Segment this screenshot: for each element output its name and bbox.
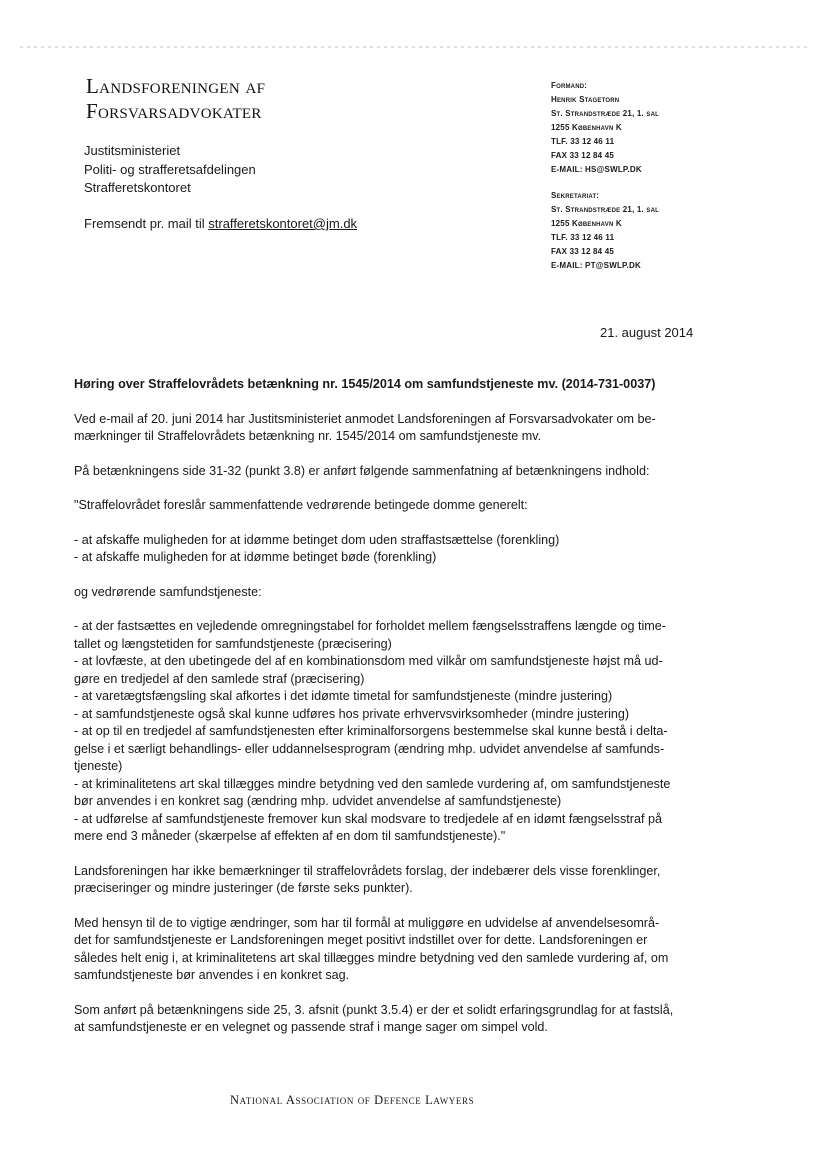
- formand-line: St. Strandstræde 21, 1. sal: [551, 109, 659, 118]
- list-item: - at afskaffe muligheden for at idømme betinget dom uden straffastsættelse (forenkling): [74, 532, 560, 547]
- list-item: bør anvendes i en konkret sag (ændring mhp. udvidet anvendelse af samfundstjeneste): [74, 794, 562, 808]
- list-item: - at samfundstjeneste også skal kunne udføres hos private erhvervsvirksomheder (mindre justering): [74, 706, 630, 721]
- sekretariat-line: TLF. 33 12 46 11: [551, 233, 615, 242]
- organization-name-line1: Landsforeningen af: [86, 74, 266, 98]
- paragraph-line: mærkninger til Straffelovrådets betænkning nr. 1545/2014 om samfundstjeneste mv.: [74, 429, 542, 443]
- list-item: - at op til en tredjedel af samfundstjenesten efter kriminalforsorgens bestemmelse skal kunne bestå i delta-: [74, 724, 668, 738]
- scan-artifact-line: [20, 46, 810, 48]
- paragraph-line: således helt enig i, at kriminalitetens art skal tillægges mindre betydning ved den samlede vurdering af, om: [74, 950, 669, 965]
- recipient-line: Justitsministeriet: [84, 143, 181, 158]
- list-item: tjeneste): [74, 759, 123, 773]
- paragraph-line: Som anført på betænkningens side 25, 3. afsnit (punkt 3.5.4) er der et solidt erfaringsgrundlag for at fastslå,: [74, 1002, 674, 1017]
- paragraph-line: På betænkningens side 31-32 (punkt 3.8) er anført følgende sammenfatning af betænkningens indhold:: [74, 463, 650, 478]
- list-item: mere end 3 måneder (skærpelse af effekten af en dom til samfundstjeneste).": [74, 829, 506, 843]
- contact-spacer: [551, 177, 659, 189]
- formand-email: E-MAIL: HS@SWLP.DK: [551, 165, 642, 174]
- paragraph-line: præciseringer og mindre justeringer (de første seks punkter).: [74, 881, 413, 895]
- formand-title: Formand:: [551, 81, 588, 90]
- list-item: gelse i et særligt behandlings- eller uddannelsesprogram (ændring mhp. udvidet anvendelse af samfunds-: [74, 741, 665, 756]
- recipient-address: [84, 142, 256, 198]
- list-item: - at afskaffe muligheden for at idømme betinget bøde (forenkling): [74, 550, 437, 564]
- letter-body: [74, 376, 724, 1037]
- quote-intro: "Straffelovrådet foreslår sammenfattende vedrørende betingede domme generelt:: [74, 498, 528, 512]
- sekretariat-title: Sekretariat:: [551, 191, 600, 200]
- list-item: - at kriminalitetens art skal tillægges mindre betydning ved den samlede vurdering af, om samfundstjeneste: [74, 776, 671, 791]
- sekretariat-line: FAX 33 12 84 45: [551, 247, 615, 256]
- list-item: - at udførelse af samfundstjeneste fremover kun skal modsvare to tredjedele af en idømt fængselsstraf på: [74, 811, 662, 826]
- paragraph-line: Landsforeningen har ikke bemærkninger til straffelovrådets forslag, der indebærer dels visse forenklinger,: [74, 863, 661, 878]
- paragraph-line: at samfundstjeneste er en velegnet og passende straf i mange sager om simpel vold.: [74, 1020, 548, 1034]
- organization-name-line2: Forsvarsadvokater: [86, 99, 262, 123]
- paragraph-line: Med hensyn til de to vigtige ændringer, som har til formål at muliggøre en udvidelse af anvendelsesområ-: [74, 915, 660, 930]
- contact-block: [551, 79, 659, 273]
- list-item: - at der fastsættes en vejledende omregningstabel for forholdet mellem fængselsstraffens længde og time-: [74, 619, 666, 633]
- list-item: gøre en tredjedel af den samlede straf (præcisering): [74, 671, 365, 686]
- list-item: tallet og længstetiden for samfundstjeneste (præcisering): [74, 636, 392, 651]
- paragraph-line: samfundstjeneste bør anvendes i en konkret sag.: [74, 968, 350, 982]
- sent-via-line: [84, 216, 357, 231]
- sekretariat-line: 1255 København K: [551, 219, 622, 228]
- formand-line: TLF. 33 12 46 11: [551, 137, 615, 146]
- and-intro: og vedrørende samfundstjeneste:: [74, 584, 262, 599]
- list-item: - at varetægtsfængsling skal afkortes i det idømte timetal for samfundstjeneste (mindre justering): [74, 689, 613, 703]
- list-item: - at lovfæste, at den ubetingede del af en kombinationsdom med vilkår om samfundstjeneste højst må ud-: [74, 654, 663, 668]
- formand-line: FAX 33 12 84 45: [551, 151, 615, 160]
- subject-line: Høring over Straffelovrådets betænkning nr. 1545/2014 om samfundstjeneste mv. (2014-731-0037): [74, 377, 656, 391]
- recipient-email-link[interactable]: strafferetskontoret@jm.dk: [208, 216, 358, 231]
- paragraph-line: Ved e-mail af 20. juni 2014 har Justitsministeriet anmodet Landsforeningen af Forsvarsadvokater om be-: [74, 411, 656, 426]
- sekretariat-email: E-MAIL: PT@SWLP.DK: [551, 261, 641, 270]
- recipient-line: Politi- og strafferetsafdelingen: [84, 161, 256, 177]
- formand-line: Henrik Stagetorn: [551, 95, 620, 104]
- footer-organization: National Association of Defence Lawyers: [230, 1093, 475, 1107]
- letter-date: 21. august 2014: [600, 325, 694, 340]
- organization-name: [86, 74, 265, 124]
- formand-line: 1255 København K: [551, 123, 622, 132]
- sekretariat-line: St. Strandstræde 21, 1. sal: [551, 205, 659, 214]
- sent-via-prefix: Fremsendt pr. mail til: [84, 216, 209, 231]
- recipient-line: Strafferetskontoret: [84, 180, 191, 195]
- paragraph-line: det for samfundstjeneste er Landsforeningen meget positivt indstillet over for dette. Landsforeningen er: [74, 933, 648, 947]
